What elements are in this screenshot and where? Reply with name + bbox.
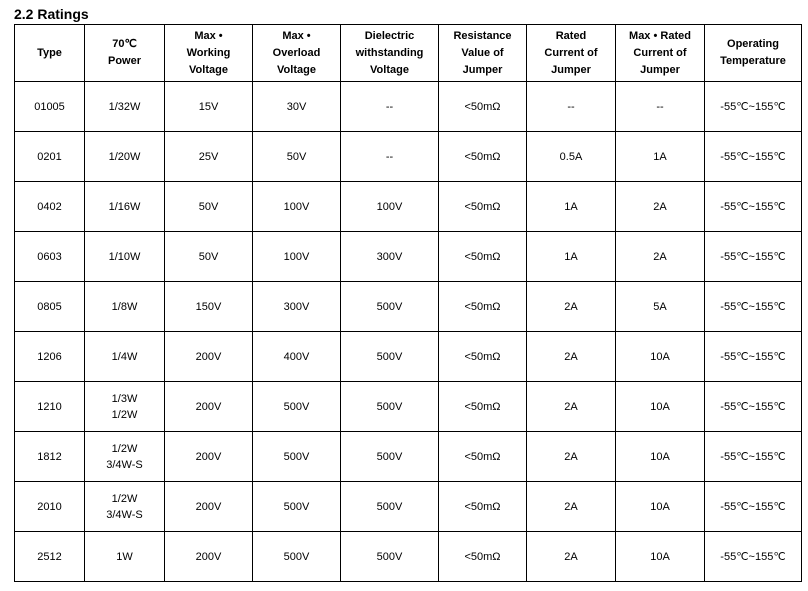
cell-dielectric-voltage: 100V — [341, 182, 439, 232]
cell-jumper-resistance: <50mΩ — [439, 482, 527, 532]
cell-max-rated-current: -- — [616, 82, 705, 132]
header-type: Type — [15, 25, 85, 82]
cell-rated-current: 1A — [527, 182, 616, 232]
table-row — [15, 182, 802, 232]
cell-power: 1/4W — [85, 332, 165, 382]
header-dielectric-voltage: Dielectric withstanding Voltage — [341, 25, 439, 82]
cell-dielectric-voltage: 500V — [341, 282, 439, 332]
cell-power: 1/2W 3/4W-S — [85, 482, 165, 532]
cell-rated-current: 2A — [527, 282, 616, 332]
table-row — [15, 232, 802, 282]
cell-type: 0402 — [15, 182, 85, 232]
cell-rated-current: 2A — [527, 332, 616, 382]
cell-power: 1W — [85, 532, 165, 582]
cell-max-rated-current: 10A — [616, 482, 705, 532]
cell-rated-current: 2A — [527, 432, 616, 482]
cell-jumper-resistance: <50mΩ — [439, 182, 527, 232]
cell-working-voltage: 15V — [165, 82, 253, 132]
cell-dielectric-voltage: -- — [341, 82, 439, 132]
cell-dielectric-voltage: 300V — [341, 232, 439, 282]
cell-overload-voltage: 500V — [253, 532, 341, 582]
cell-type: 1210 — [15, 382, 85, 432]
cell-dielectric-voltage: 500V — [341, 482, 439, 532]
table-row — [15, 532, 802, 582]
cell-dielectric-voltage: 500V — [341, 382, 439, 432]
cell-dielectric-voltage: -- — [341, 132, 439, 182]
cell-max-rated-current: 10A — [616, 332, 705, 382]
header-overload-voltage: Max • Overload Voltage — [253, 25, 341, 82]
cell-overload-voltage: 300V — [253, 282, 341, 332]
ratings-table — [14, 24, 802, 582]
cell-rated-current: 1A — [527, 232, 616, 282]
cell-type: 0805 — [15, 282, 85, 332]
cell-overload-voltage: 100V — [253, 232, 341, 282]
table-row — [15, 382, 802, 432]
cell-operating-temperature: -55℃~155℃ — [705, 82, 802, 132]
header-row — [15, 25, 802, 82]
section-title: 2.2 Ratings — [14, 6, 89, 22]
cell-power: 1/2W 3/4W-S — [85, 432, 165, 482]
cell-max-rated-current: 2A — [616, 182, 705, 232]
cell-working-voltage: 200V — [165, 532, 253, 582]
cell-type: 01005 — [15, 82, 85, 132]
cell-dielectric-voltage: 500V — [341, 532, 439, 582]
cell-operating-temperature: -55℃~155℃ — [705, 332, 802, 382]
cell-working-voltage: 200V — [165, 432, 253, 482]
cell-rated-current: 2A — [527, 482, 616, 532]
cell-operating-temperature: -55℃~155℃ — [705, 532, 802, 582]
cell-working-voltage: 150V — [165, 282, 253, 332]
cell-max-rated-current: 10A — [616, 532, 705, 582]
cell-max-rated-current: 10A — [616, 382, 705, 432]
cell-jumper-resistance: <50mΩ — [439, 332, 527, 382]
cell-type: 0603 — [15, 232, 85, 282]
cell-max-rated-current: 5A — [616, 282, 705, 332]
header-operating-temperature: Operating Temperature — [705, 25, 802, 82]
table-row — [15, 282, 802, 332]
cell-type: 2010 — [15, 482, 85, 532]
cell-overload-voltage: 50V — [253, 132, 341, 182]
cell-operating-temperature: -55℃~155℃ — [705, 132, 802, 182]
cell-dielectric-voltage: 500V — [341, 432, 439, 482]
table-row — [15, 132, 802, 182]
cell-type: 1812 — [15, 432, 85, 482]
cell-overload-voltage: 30V — [253, 82, 341, 132]
cell-rated-current: 0.5A — [527, 132, 616, 182]
cell-type: 0201 — [15, 132, 85, 182]
cell-operating-temperature: -55℃~155℃ — [705, 232, 802, 282]
cell-operating-temperature: -55℃~155℃ — [705, 282, 802, 332]
cell-jumper-resistance: <50mΩ — [439, 532, 527, 582]
cell-working-voltage: 200V — [165, 382, 253, 432]
cell-max-rated-current: 10A — [616, 432, 705, 482]
table-row — [15, 82, 802, 132]
cell-power: 1/3W 1/2W — [85, 382, 165, 432]
cell-max-rated-current: 1A — [616, 132, 705, 182]
cell-max-rated-current: 2A — [616, 232, 705, 282]
table-row — [15, 482, 802, 532]
header-working-voltage: Max • Working Voltage — [165, 25, 253, 82]
header-max-rated-current: Max • Rated Current of Jumper — [616, 25, 705, 82]
cell-rated-current: 2A — [527, 532, 616, 582]
cell-power: 1/32W — [85, 82, 165, 132]
cell-working-voltage: 200V — [165, 332, 253, 382]
cell-working-voltage: 25V — [165, 132, 253, 182]
cell-operating-temperature: -55℃~155℃ — [705, 382, 802, 432]
cell-jumper-resistance: <50mΩ — [439, 132, 527, 182]
cell-rated-current: -- — [527, 82, 616, 132]
cell-jumper-resistance: <50mΩ — [439, 82, 527, 132]
cell-jumper-resistance: <50mΩ — [439, 432, 527, 482]
table-row — [15, 332, 802, 382]
cell-dielectric-voltage: 500V — [341, 332, 439, 382]
cell-working-voltage: 50V — [165, 182, 253, 232]
cell-operating-temperature: -55℃~155℃ — [705, 182, 802, 232]
cell-overload-voltage: 500V — [253, 382, 341, 432]
header-jumper-resistance: Resistance Value of Jumper — [439, 25, 527, 82]
cell-jumper-resistance: <50mΩ — [439, 282, 527, 332]
cell-type: 2512 — [15, 532, 85, 582]
table-row — [15, 432, 802, 482]
cell-power: 1/10W — [85, 232, 165, 282]
cell-operating-temperature: -55℃~155℃ — [705, 482, 802, 532]
cell-overload-voltage: 500V — [253, 432, 341, 482]
cell-overload-voltage: 100V — [253, 182, 341, 232]
cell-power: 1/16W — [85, 182, 165, 232]
cell-overload-voltage: 400V — [253, 332, 341, 382]
header-rated-current: Rated Current of Jumper — [527, 25, 616, 82]
cell-power: 1/20W — [85, 132, 165, 182]
header-power: 70℃ Power — [85, 25, 165, 82]
cell-overload-voltage: 500V — [253, 482, 341, 532]
cell-working-voltage: 50V — [165, 232, 253, 282]
cell-power: 1/8W — [85, 282, 165, 332]
cell-jumper-resistance: <50mΩ — [439, 232, 527, 282]
cell-working-voltage: 200V — [165, 482, 253, 532]
cell-jumper-resistance: <50mΩ — [439, 382, 527, 432]
cell-type: 1206 — [15, 332, 85, 382]
cell-operating-temperature: -55℃~155℃ — [705, 432, 802, 482]
cell-rated-current: 2A — [527, 382, 616, 432]
